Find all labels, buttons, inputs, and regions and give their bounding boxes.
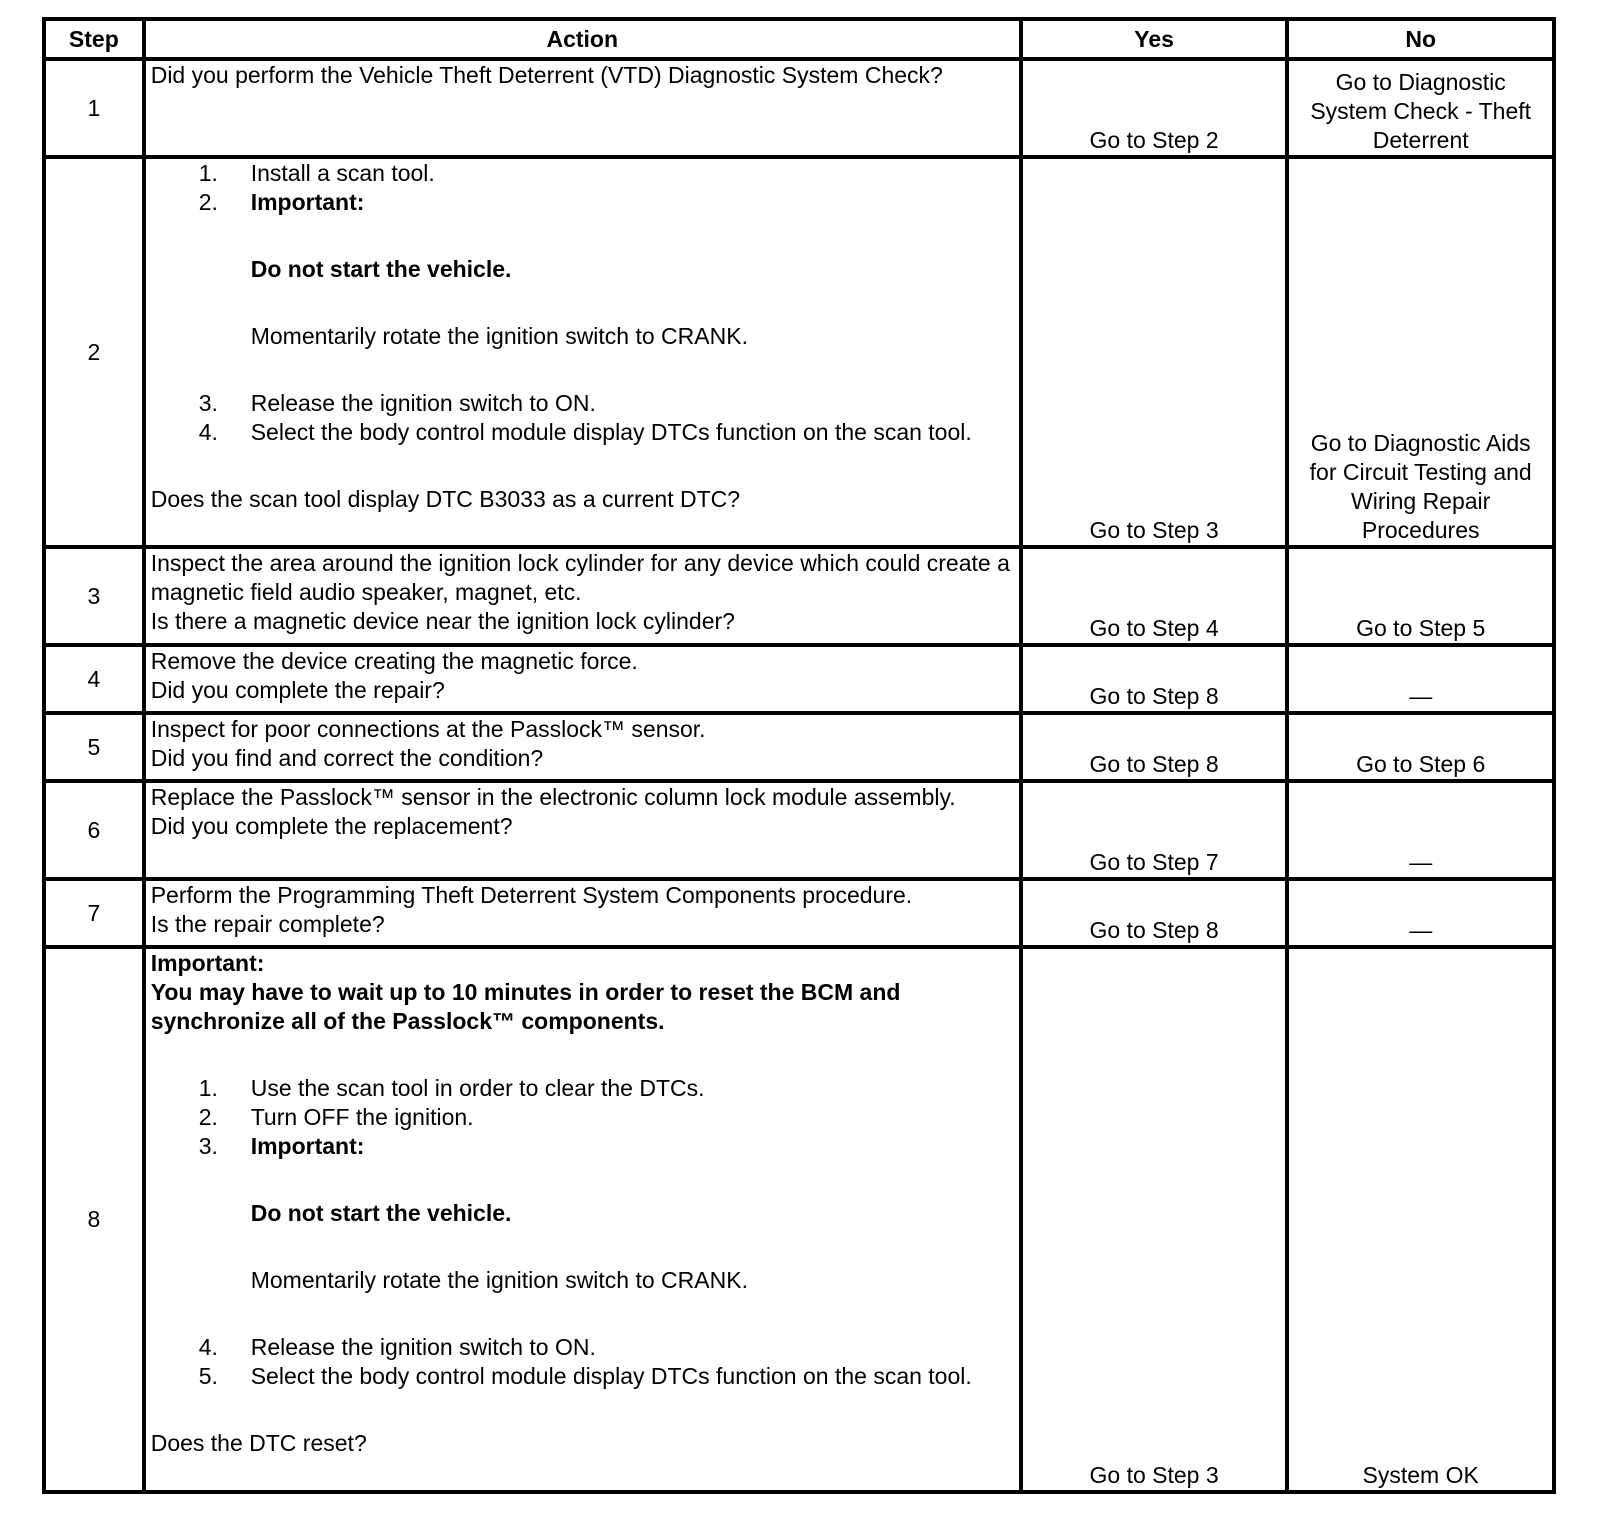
action-cell (144, 547, 1021, 645)
header-action: Action (144, 19, 1021, 59)
yes-cell: Go to Step 4 (1021, 547, 1288, 645)
list-item (151, 159, 1014, 188)
action-question: Did you complete the repair? (150, 677, 445, 703)
action-cell (144, 59, 1021, 157)
action-question: Does the DTC reset? (150, 1430, 367, 1456)
list-item (151, 1362, 1014, 1391)
table-row-step-5 (44, 713, 1554, 781)
no-cell: System OK (1287, 947, 1554, 1492)
no-cell: Go to Diagnostic Aids for Circuit Testing and Wiring Repair Procedures (1287, 157, 1554, 547)
procedure-list (151, 159, 1014, 447)
table-row-step-6 (44, 781, 1554, 879)
table-row-step-1 (44, 59, 1554, 157)
yes-cell: Go to Step 3 (1021, 157, 1288, 547)
important-label: Important: (250, 1133, 365, 1159)
action-text: Inspect the area around the ignition lock cylinder for any device which could create a magnetic field audio speaker, magnet, etc. (150, 550, 1010, 605)
list-text: Turn OFF the ignition. (250, 1104, 474, 1130)
action-text: Did you perform the Vehicle Theft Deterrent (VTD) Diagnostic System Check? (150, 62, 943, 88)
action-text: Perform the Programming Theft Deterrent System Components procedure. (150, 882, 913, 908)
list-text: Select the body control module display DTCs function on the scan tool. (250, 1363, 972, 1389)
list-number: 3. (198, 390, 218, 416)
table-row-step-7 (44, 879, 1554, 947)
list-text: Install a scan tool. (250, 160, 435, 186)
list-number: 1. (198, 160, 218, 186)
list-item (151, 1333, 1014, 1362)
no-cell: — (1287, 645, 1554, 713)
action-cell (144, 713, 1021, 781)
action-cell (144, 157, 1021, 547)
important-label: Important: (250, 189, 365, 215)
action-question: Did you find and correct the condition? (150, 745, 544, 771)
important-label: Important: (150, 950, 265, 976)
action-question: Did you complete the replacement? (150, 813, 513, 839)
yes-cell: Go to Step 8 (1021, 879, 1288, 947)
header-no: No (1287, 19, 1554, 59)
action-text: Replace the Passlock™ sensor in the electronic column lock module assembly. (150, 784, 956, 810)
yes-cell: Go to Step 8 (1021, 713, 1288, 781)
header-step: Step (44, 19, 144, 59)
step-number: 7 (44, 879, 144, 947)
no-cell: Go to Step 6 (1287, 713, 1554, 781)
no-cell: Go to Diagnostic System Check - Theft Deterrent (1287, 59, 1554, 157)
warning-text: Do not start the vehicle. (250, 256, 512, 282)
action-cell (144, 947, 1021, 1492)
action-question: Is the repair complete? (150, 911, 385, 937)
action-question: Is there a magnetic device near the ignition lock cylinder? (150, 608, 735, 634)
table-row-step-4 (44, 645, 1554, 713)
action-cell (144, 879, 1021, 947)
action-cell (144, 645, 1021, 713)
step-number: 1 (44, 59, 144, 157)
action-text: Inspect for poor connections at the Passlock™ sensor. (150, 716, 706, 742)
step-number: 6 (44, 781, 144, 879)
table-row-step-8 (44, 947, 1554, 1492)
list-text: Momentarily rotate the ignition switch to CRANK. (250, 1267, 748, 1293)
yes-cell: Go to Step 7 (1021, 781, 1288, 879)
list-item (151, 1132, 1014, 1333)
action-question: Does the scan tool display DTC B3033 as a current DTC? (150, 486, 741, 512)
table-row-step-2 (44, 157, 1554, 547)
table-row-step-3 (44, 547, 1554, 645)
list-number: 5. (198, 1363, 218, 1389)
step-number: 3 (44, 547, 144, 645)
list-text: Use the scan tool in order to clear the DTCs. (250, 1075, 705, 1101)
list-number: 3. (198, 1133, 218, 1159)
list-item (151, 1074, 1014, 1103)
list-number: 4. (198, 419, 218, 445)
list-text: Release the ignition switch to ON. (250, 390, 596, 416)
procedure-list (151, 1074, 1014, 1391)
list-item (151, 1103, 1014, 1132)
list-text: Momentarily rotate the ignition switch to CRANK. (250, 323, 748, 349)
action-cell (144, 781, 1021, 879)
yes-cell: Go to Step 8 (1021, 645, 1288, 713)
list-number: 2. (198, 1104, 218, 1130)
step-number: 8 (44, 947, 144, 1492)
yes-cell: Go to Step 2 (1021, 59, 1288, 157)
no-cell: — (1287, 879, 1554, 947)
list-number: 2. (198, 189, 218, 215)
diagnostic-table (42, 17, 1556, 1494)
list-text: Release the ignition switch to ON. (250, 1334, 596, 1360)
no-cell: — (1287, 781, 1554, 879)
warning-text: Do not start the vehicle. (250, 1200, 512, 1226)
list-number: 4. (198, 1334, 218, 1360)
header-yes: Yes (1021, 19, 1288, 59)
step-number: 5 (44, 713, 144, 781)
important-text: You may have to wait up to 10 minutes in order to reset the BCM and synchronize all of the Passlock™ components. (150, 979, 901, 1034)
header-row (44, 19, 1554, 59)
list-item (151, 188, 1014, 389)
list-item (151, 389, 1014, 418)
action-text: Remove the device creating the magnetic force. (150, 648, 638, 674)
list-item (151, 418, 1014, 447)
step-number: 4 (44, 645, 144, 713)
yes-cell: Go to Step 3 (1021, 947, 1288, 1492)
list-text: Select the body control module display DTCs function on the scan tool. (250, 419, 972, 445)
no-cell: Go to Step 5 (1287, 547, 1554, 645)
step-number: 2 (44, 157, 144, 547)
list-number: 1. (198, 1075, 218, 1101)
